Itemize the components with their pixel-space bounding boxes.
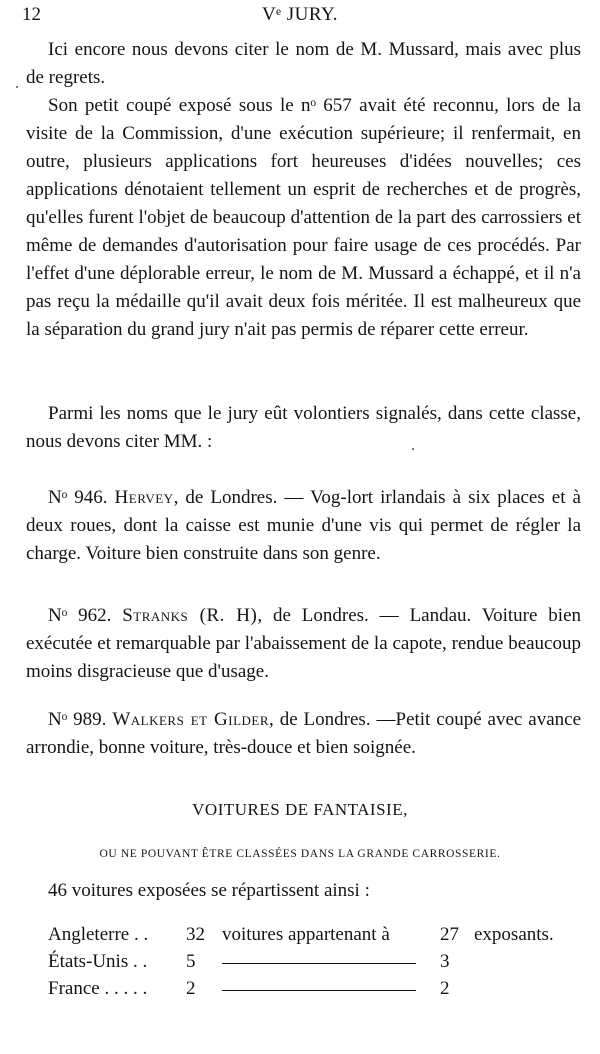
section-title: VOITURES DE FANTAISIE, — [192, 800, 408, 819]
stat-row-angleterre — [48, 924, 578, 951]
entry-description: Landau. Voiture bien exécutée et remarquable par l'abaissement de la capote, rendue beaucoup moins disgracieuse que d'usage. — [26, 605, 582, 682]
paragraph-mussard-coupe: Son petit coupé exposé sous le nᵒ 657 avait été reconnu, lors de la visite de la Commission, d'une exécution supérieure; il renfermait, en outre, plusieurs applications fort heureuses d'idées nouvelles; ces applications dénotaient tellement un esprit de recherches et de progrès, qu'elles furent l'objet de beaucoup d'attention de la part des carrossiers et même de demandes d'autorisation pour faire usage de ces procédés. Par l'effet d'une déplorable erreur, le nom de M. Mussard a échappé, et il n'a pas reçu la médaille qu'il avait deux fois méritée. Il est malheureux que la séparation du grand jury n'ait pas permis de réparer cette erreur. — [26, 95, 581, 340]
entry-number: Nᵒ 946. — [48, 487, 108, 508]
vehicle-count: 5 — [186, 951, 196, 972]
entry-hervey — [26, 484, 581, 568]
stat-row-france — [48, 978, 578, 1005]
page-header — [22, 4, 578, 30]
entry-location: , de Londres. — — [257, 605, 410, 626]
entry-location: , de Londres. — — [269, 709, 396, 730]
ownership-phrase: voitures appartenant à — [222, 924, 390, 945]
entry-stranks — [26, 602, 581, 686]
exhibitor-count: 3 — [440, 951, 450, 972]
exhibitor-label: exposants. — [474, 924, 554, 945]
country-name: Angleterre . . — [48, 924, 149, 945]
exhibitor-name: Hervey — [114, 487, 174, 508]
entry-walkers-gilder — [26, 706, 581, 762]
country-name: États-Unis . . — [48, 951, 148, 972]
stat-row-etats-unis — [48, 951, 578, 978]
exhibitor-count: 27 — [440, 924, 459, 945]
paragraph-mussard-intro: Ici encore nous devons citer le nom de M. Mussard, mais avec plus de regrets. — [26, 39, 581, 88]
vehicle-count: 2 — [186, 978, 196, 999]
country-name: France . . . . . — [48, 978, 148, 999]
entry-description: Petit coupé avec avance arrondie, bonne voiture, très-douce et bien soignée. — [26, 709, 582, 758]
exhibitor-stats — [48, 924, 578, 1005]
running-head: Vᵉ JURY. — [261, 4, 339, 25]
vehicle-summary: 46 voitures exposées se répartissent ainsi : — [48, 880, 370, 901]
exhibitor-name: Stranks (R. H) — [122, 605, 258, 626]
entry-description: Vog-lort irlandais à six places et à deux roues, dont la caisse est munie d'une vis qui permet de régler la charge. Voiture bien construite dans son genre. — [26, 487, 581, 564]
ditto-rule — [222, 963, 416, 964]
vehicle-count: 32 — [186, 924, 205, 945]
print-speck — [16, 86, 18, 88]
section-subtitle: OU NE POUVANT ÊTRE CLASSÉES DANS LA GRANDE CARROSSERIE. — [99, 848, 501, 860]
exhibitor-count: 2 — [440, 978, 450, 999]
paragraph-jury-mentions: Parmi les noms que le jury eût volontiers signalés, dans cette classe, nous devons citer MM. : — [26, 403, 581, 452]
ditto-rule — [222, 990, 416, 991]
exhibitor-name: Walkers et Gilder — [112, 709, 270, 730]
entry-number: Nᵒ 989. — [48, 709, 107, 730]
entry-number: Nᵒ 962. — [48, 605, 112, 626]
page-number: 12 — [22, 4, 41, 25]
entry-location: , de Londres. — — [173, 487, 311, 508]
